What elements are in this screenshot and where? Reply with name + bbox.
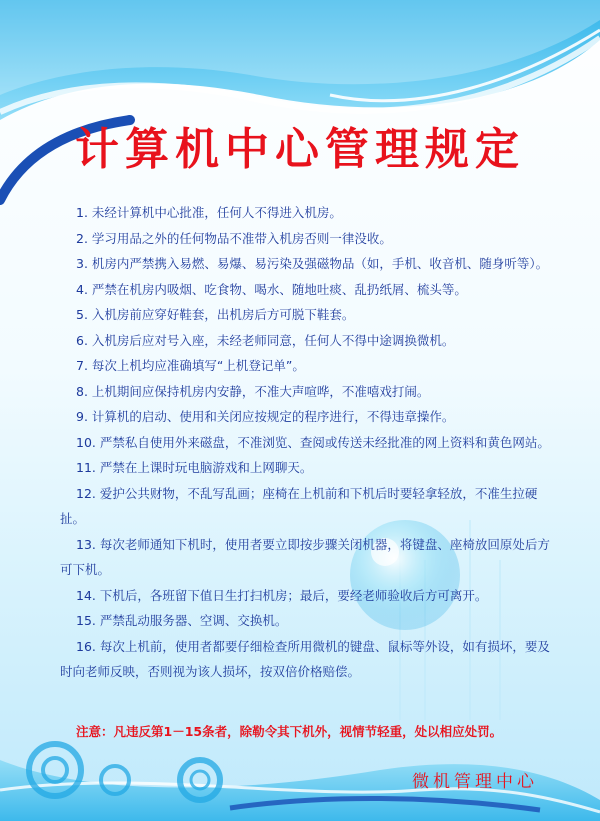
rules-list: [60, 200, 552, 685]
page-title: 计算机中心管理规定: [75, 124, 525, 175]
rule-item-5: 5. 入机房前应穿好鞋套，出机房后方可脱下鞋套。: [76, 307, 355, 322]
rule-item-14: 14. 下机后，各班留下值日生打扫机房；最后，要经老师验收后方可离开。: [76, 587, 488, 603]
rule-item-4: 4. 严禁在机房内吸烟、吃食物、喝水、随地吐痰、乱扔纸屑、梳头等。: [76, 281, 467, 297]
rule-item-8: 8. 上机期间应保持机房内安静，不准大声喧哗，不准嘻戏打闹。: [76, 383, 430, 399]
rule-item-15: 15. 严禁乱动服务器、空调、交换机。: [76, 613, 288, 628]
rule-item-7: 7. 每次上机均应准确填写“上机登记单”。: [76, 358, 305, 373]
rule-item-11: 11. 严禁在上课时玩电脑游戏和上网聊天。: [76, 460, 313, 475]
rule-item-13: 13. 每次老师通知下机时，使用者要立即按步骤关闭机器，将键盘、座椅放回原处后方可下机。: [60, 536, 550, 577]
rule-item-12: 12. 爱护公共财物，不乱写乱画；座椅在上机前和下机后时要轻拿轻放，不准生拉硬扯。: [60, 485, 538, 526]
rule-item-6: 6. 入机房后应对号入座，未经老师同意，任何人不得中途调换微机。: [76, 332, 455, 348]
rule-item-16: 16. 每次上机前，使用者都要仔细检查所用微机的键盘、鼠标等外设，如有损坏，要及时向老师反映，否则视为该人损坏，按双倍价格赔偿。: [60, 638, 550, 679]
violation-notice: 注意：凡违反第1－15条者，除勒令其下机外，视情节轻重，处以相应处罚。: [76, 724, 503, 739]
issuer-signature: 微机管理中心: [412, 772, 538, 792]
rule-item-1: 1. 未经计算机中心批准，任何人不得进入机房。: [76, 205, 342, 220]
rule-item-10: 10. 严禁私自使用外来磁盘，不准浏览、查阅或传送未经批准的网上资料和黄色网站。: [76, 434, 550, 450]
rule-item-2: 2. 学习用品之外的任何物品不准带入机房否则一律没收。: [76, 230, 392, 246]
rule-item-9: 9. 计算机的启动、使用和关闭应按规定的程序进行，不得违章操作。: [76, 409, 455, 424]
rule-item-3: 3. 机房内严禁携入易燃、易爆、易污染及强磁物品（如，手机、收音机、随身听等）。: [76, 256, 549, 271]
